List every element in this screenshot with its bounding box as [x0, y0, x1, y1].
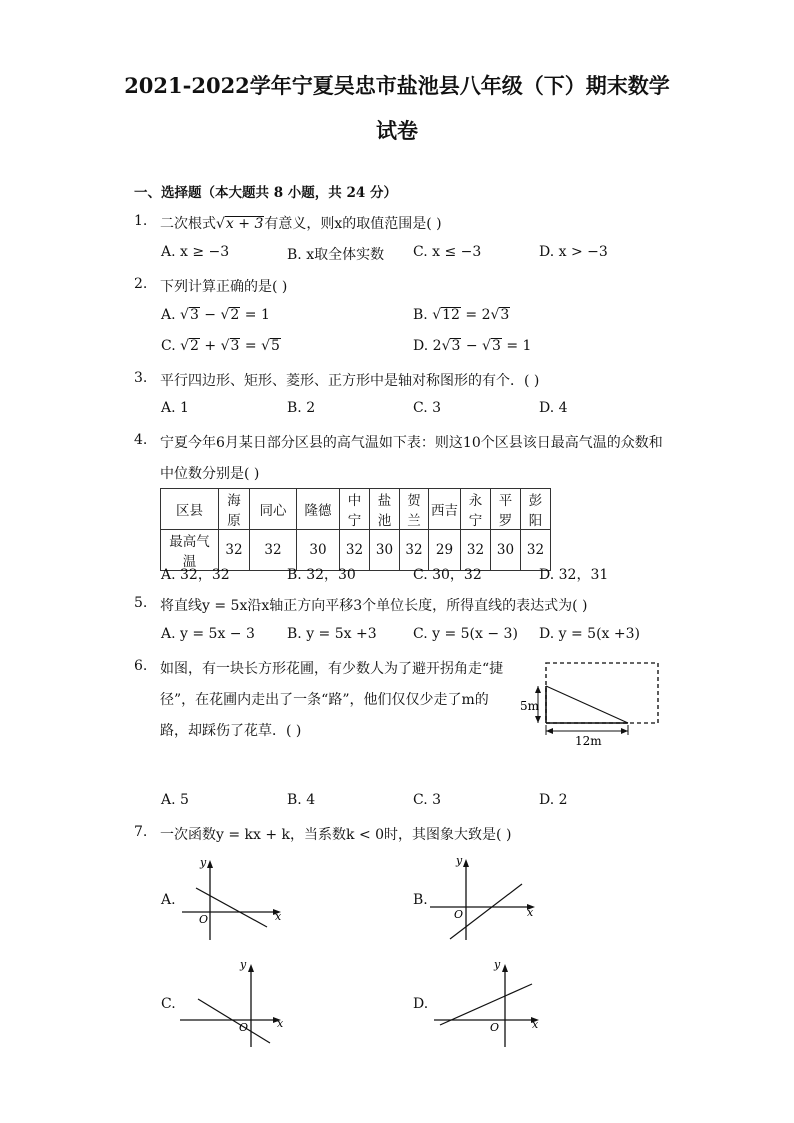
- q4-option-d[interactable]: D. 32，31: [539, 567, 609, 583]
- q1-radicand: x + 3: [225, 216, 264, 232]
- arrow-icon: [546, 728, 553, 734]
- arrow-icon: [535, 716, 541, 723]
- x-label: x: [275, 910, 282, 923]
- q3-option-a[interactable]: A. 1: [161, 400, 189, 416]
- q5-stem: 将直线y = 5x沿x轴正方向平移3个单位长度，所得直线的表达式为( ): [160, 598, 588, 614]
- arrow-icon: [621, 728, 628, 734]
- q4-number: 4.: [134, 432, 148, 448]
- origin-label: O: [490, 1021, 500, 1034]
- q1-stem-post: 有意义，则x的取值范围是( ): [264, 216, 442, 232]
- q7-graph-d[interactable]: [432, 955, 552, 1050]
- q5-option-b[interactable]: B. y = 5x +3: [287, 626, 377, 642]
- q7-stem: 一次函数y = kx + k，当系数k < 0时，其图象大致是( ): [160, 827, 512, 843]
- function-line: [198, 999, 270, 1043]
- q4-option-b[interactable]: B. 32，30: [287, 567, 356, 583]
- table-cell: 32: [521, 530, 551, 571]
- q5-option-d[interactable]: D. y = 5(x +3): [539, 626, 640, 642]
- table-cell: 30: [297, 530, 340, 571]
- garden-figure: [515, 655, 665, 750]
- y-label: y: [494, 958, 501, 971]
- page-title: 2021-2022学年宁夏吴忠市盐池县八年级（下）期末数学: [124, 73, 670, 98]
- arrow-icon: [248, 964, 254, 972]
- q7-graph-a[interactable]: [180, 855, 290, 945]
- origin-label: O: [199, 913, 209, 926]
- q6-stem-line3: 路，却踩伤了花草．( ): [160, 723, 302, 739]
- arrow-icon: [207, 860, 213, 868]
- q5-number: 5.: [134, 595, 148, 611]
- table-cell: 29: [429, 530, 461, 571]
- table-cell: 30: [370, 530, 400, 571]
- q6-option-c[interactable]: C. 3: [413, 792, 442, 808]
- q7-option-a-label[interactable]: A.: [161, 892, 176, 908]
- q4-option-c[interactable]: C. 30，32: [413, 567, 482, 583]
- y-label: y: [456, 854, 463, 867]
- table-cell: 32: [400, 530, 429, 571]
- q6-stem-line1: 如图，有一块长方形花圃，有少数人为了避开拐角走“捷: [160, 661, 504, 677]
- q7-option-c-label[interactable]: C.: [161, 996, 176, 1012]
- q3-option-b[interactable]: B. 2: [287, 400, 316, 416]
- q7-number: 7.: [134, 824, 148, 840]
- table-cell: 海原: [219, 489, 250, 530]
- q6-option-a[interactable]: A. 5: [161, 792, 189, 808]
- q7-option-d-label[interactable]: D.: [413, 996, 429, 1012]
- x-label: x: [527, 906, 534, 919]
- table-cell: 32: [219, 530, 250, 571]
- origin-label: O: [239, 1021, 249, 1034]
- table-cell: 永宁: [461, 489, 491, 530]
- table-cell: 32: [461, 530, 491, 571]
- x-label: x: [532, 1018, 539, 1031]
- q1-number: 1.: [134, 213, 148, 229]
- q5-option-c[interactable]: C. y = 5(x − 3): [413, 626, 518, 642]
- q6-option-d[interactable]: D. 2: [539, 792, 568, 808]
- x-label: x: [277, 1017, 284, 1030]
- arrow-icon: [502, 964, 508, 972]
- q3-stem: 平行四边形、矩形、菱形、正方形中是轴对称图形的有个．( ): [160, 373, 540, 389]
- table-cell: 隆德: [297, 489, 340, 530]
- table-cell: 盐池: [370, 489, 400, 530]
- table-cell: 西吉: [429, 489, 461, 530]
- q3-option-d[interactable]: D. 4: [539, 400, 568, 416]
- q7-option-b-label[interactable]: B.: [413, 892, 428, 908]
- arrow-icon: [463, 859, 469, 867]
- q2-number: 2.: [134, 276, 148, 292]
- y-label: y: [200, 856, 207, 869]
- arrow-icon: [535, 686, 541, 693]
- q5-option-a[interactable]: A. y = 5x − 3: [161, 626, 255, 642]
- label-12m: 12m: [575, 734, 602, 748]
- y-label: y: [240, 958, 247, 971]
- table-cell: 最高气温: [161, 530, 219, 571]
- temperature-table: [160, 488, 551, 571]
- q3-option-c[interactable]: C. 3: [413, 400, 442, 416]
- section-heading: 一、选择题（本大题共 8 小题，共 24 分）: [134, 185, 397, 201]
- q6-number: 6.: [134, 658, 148, 674]
- table-cell: 彭阳: [521, 489, 551, 530]
- page-title-line2: 试卷: [376, 118, 418, 143]
- label-5m: 5m: [520, 699, 540, 713]
- table-cell: 中宁: [340, 489, 370, 530]
- q4-stem-line2: 中位数分别是( ): [160, 466, 260, 482]
- origin-label: O: [454, 908, 464, 921]
- q1-option-a[interactable]: A. x ≥ −3: [161, 244, 230, 260]
- shortcut-path: [546, 686, 628, 723]
- table-cell: 32: [250, 530, 297, 571]
- q2-option-b[interactable]: B. √12 = 2√3: [413, 307, 510, 323]
- q1-option-c[interactable]: C. x ≤ −3: [413, 244, 482, 260]
- q6-stem-line2: 径”，在花圃内走出了一条“路”，他们仅仅少走了m的: [160, 692, 489, 708]
- q7-graph-b[interactable]: [430, 850, 550, 945]
- table-cell: 贺兰: [400, 489, 429, 530]
- table-cell: 区县: [161, 489, 219, 530]
- q6-option-b[interactable]: B. 4: [287, 792, 316, 808]
- q2-option-c[interactable]: C. √2 + √3 = √5: [161, 338, 280, 354]
- table-cell: 32: [340, 530, 370, 571]
- function-line: [440, 984, 532, 1025]
- q2-option-a[interactable]: A. √3 − √2 = 1: [161, 307, 270, 323]
- q1-option-b[interactable]: B. x取全体实数: [287, 247, 385, 263]
- q1-stem-pre: 二次根式: [160, 216, 216, 232]
- q7-graph-c[interactable]: [178, 955, 293, 1050]
- q1-option-d[interactable]: D. x > −3: [539, 244, 608, 260]
- table-cell: 同心: [250, 489, 297, 530]
- q4-option-a[interactable]: A. 32，32: [161, 567, 230, 583]
- q2-option-d[interactable]: D. 2√3 − √3 = 1: [413, 338, 532, 354]
- table-cell: 30: [491, 530, 521, 571]
- q2-stem: 下列计算正确的是( ): [160, 279, 288, 295]
- q1-stem: 二次根式√x + 3有意义，则x的取值范围是( ): [160, 216, 442, 232]
- q4-stem-line1: 宁夏今年6月某日部分区县的高气温如下表：则这10个区县该日最高气温的众数和: [160, 435, 663, 451]
- q3-number: 3.: [134, 370, 148, 386]
- table-cell: 平罗: [491, 489, 521, 530]
- table-header-row: [161, 489, 551, 530]
